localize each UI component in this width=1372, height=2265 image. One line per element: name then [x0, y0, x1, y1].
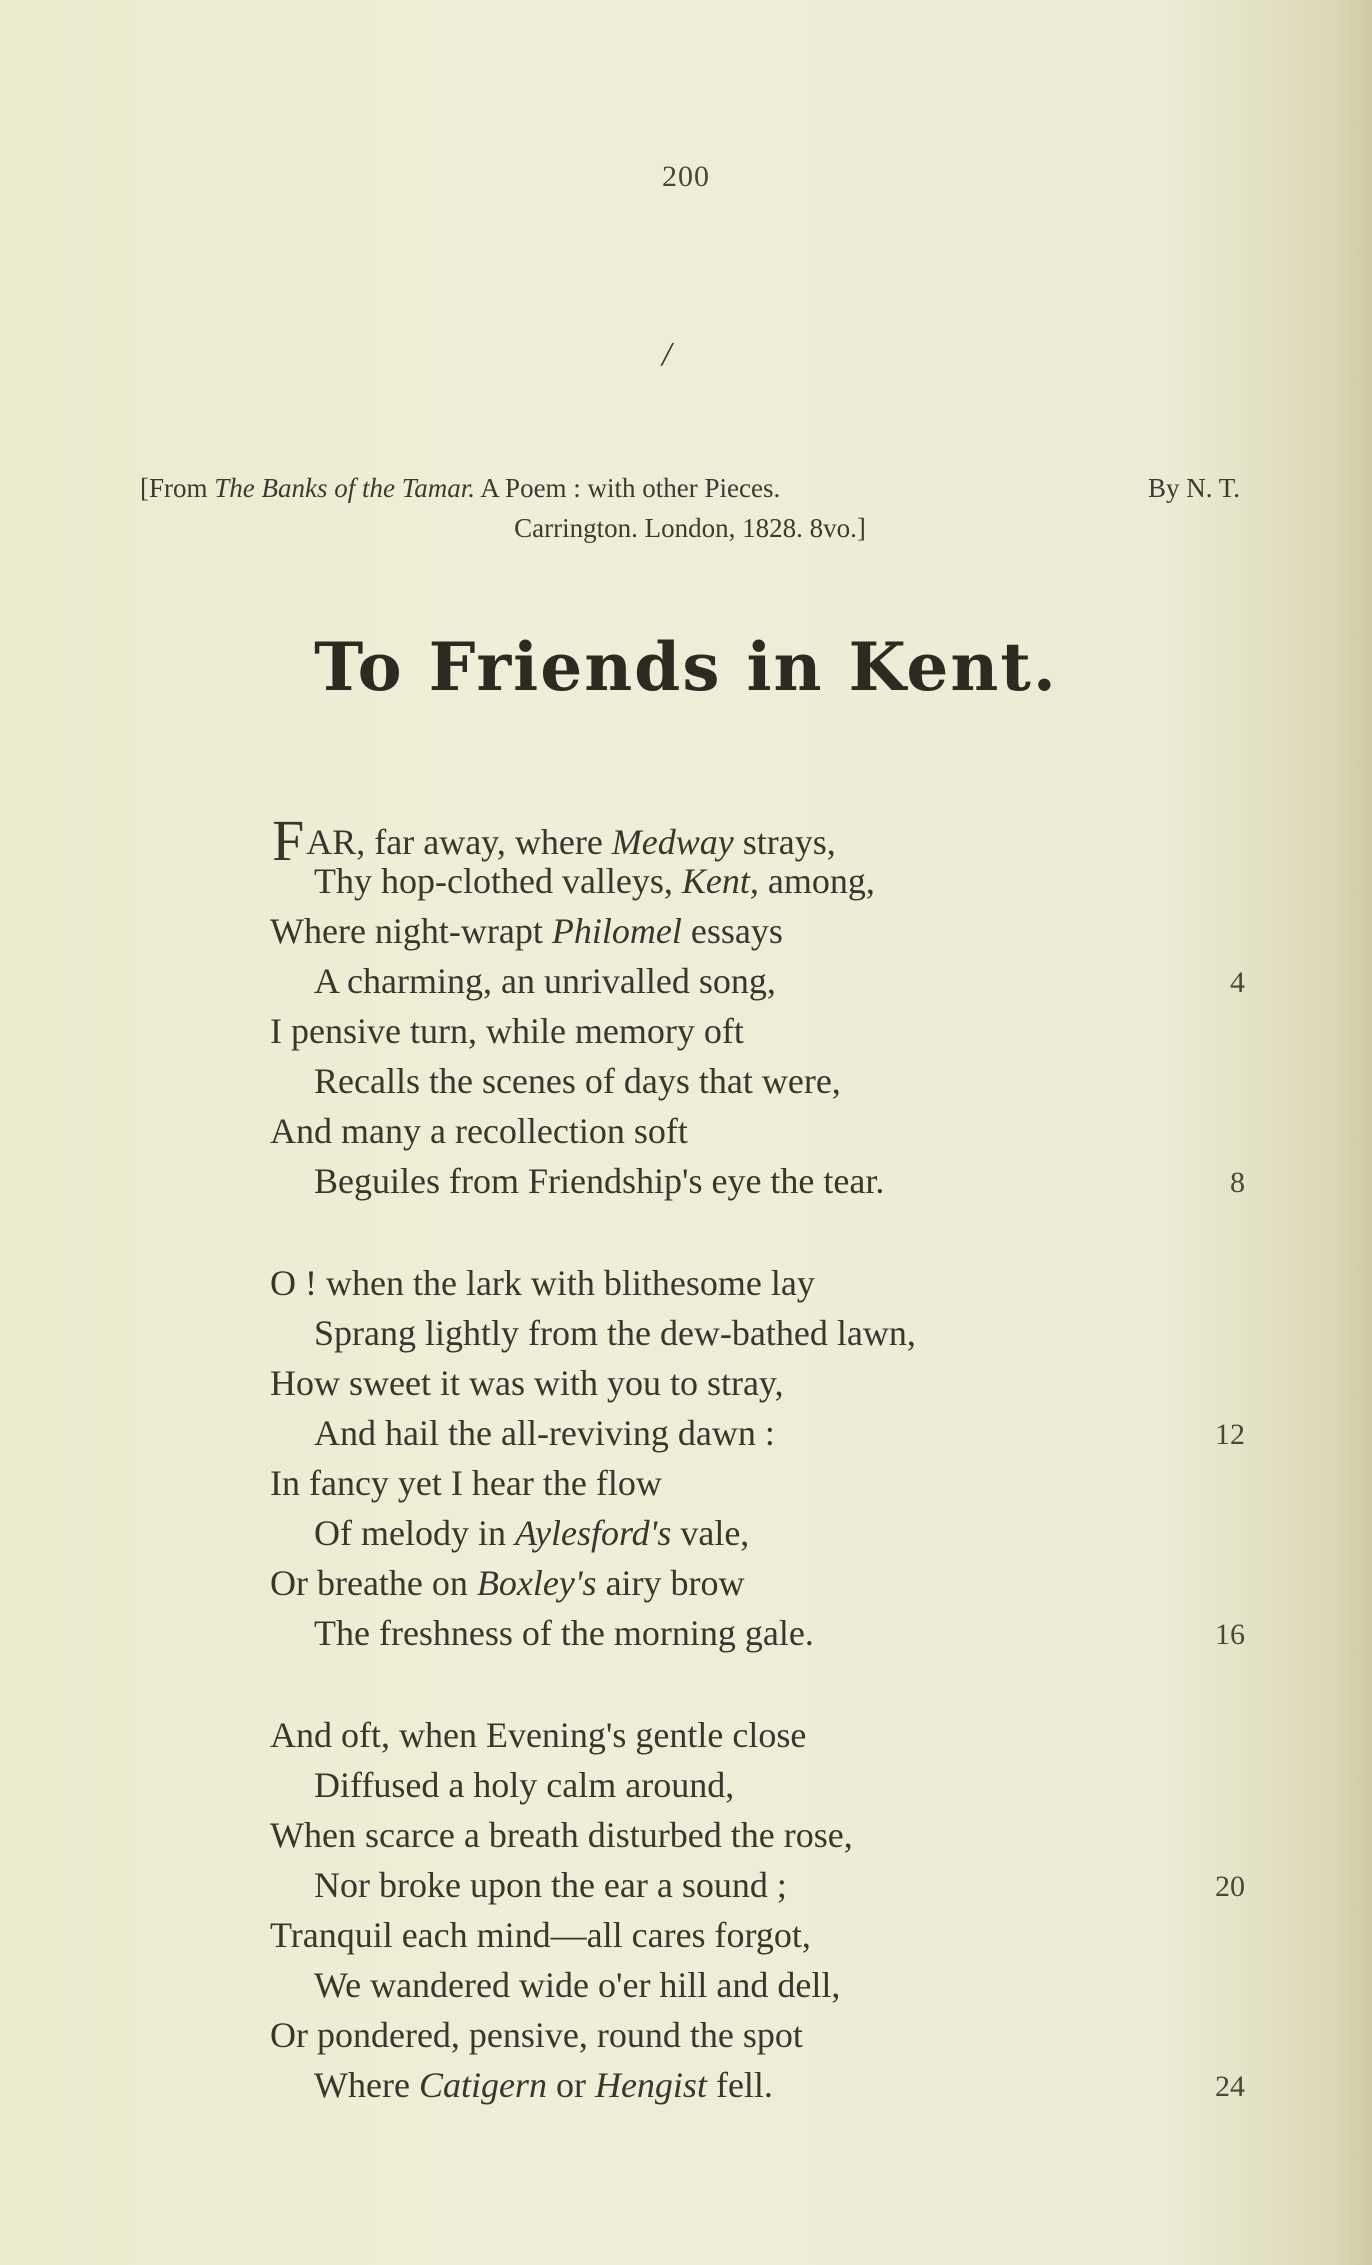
poem-line: We wandered wide o'er hill and dell,: [314, 1965, 841, 2005]
poem-line: How sweet it was with you to stray,: [270, 1363, 784, 1403]
line-number: 4: [1230, 966, 1245, 999]
poem-line: FAR, far away, where Medway strays,: [272, 808, 836, 873]
source-note: [140, 468, 1240, 548]
poem-line: And many a recollection soft: [270, 1111, 688, 1151]
poem-line: Recalls the scenes of days that were,: [314, 1061, 841, 1101]
poem-line: Where Catigern or Hengist fell.: [314, 2065, 773, 2105]
poem-line: Where night-wrapt Philomel essays: [270, 911, 783, 951]
poem-line: Or pondered, pensive, round the spot: [270, 2015, 803, 2055]
poem-line: And oft, when Evening's gentle close: [270, 1715, 807, 1755]
stray-mark: /: [662, 336, 672, 373]
poem-line: Tranquil each mind—all cares forgot,: [270, 1915, 811, 1955]
line-number: 20: [1215, 1870, 1245, 1903]
poem-line: When scarce a breath disturbed the rose,: [270, 1815, 853, 1855]
poem-line: O ! when the lark with blithesome lay: [270, 1263, 815, 1303]
poem-line: I pensive turn, while memory oft: [270, 1011, 744, 1051]
source-note-line-1: [140, 468, 1240, 508]
poem-line: The freshness of the morning gale.: [314, 1613, 814, 1653]
poem-title: To Friends in Kent.: [314, 628, 1058, 706]
source-note-main: [140, 468, 780, 508]
poem-line: Nor broke upon the ear a sound ;: [314, 1865, 787, 1905]
drop-cap: F: [272, 808, 305, 873]
line-number: 24: [1215, 2070, 1245, 2103]
page-number: 200: [662, 160, 710, 193]
line-number: 16: [1215, 1618, 1245, 1651]
poem-line: Diffused a holy calm around,: [314, 1765, 735, 1805]
poem-line: Beguiles from Friendship's eye the tear.: [314, 1161, 885, 1201]
source-author-initials: By N. T.: [1147, 473, 1240, 503]
poem-line: Sprang lightly from the dew-bathed lawn,: [314, 1313, 916, 1353]
poem-line: A charming, an unrivalled song,: [314, 961, 776, 1001]
line-number: 12: [1215, 1418, 1245, 1451]
poem-line: In fancy yet I hear the flow: [270, 1463, 662, 1503]
source-note-line-2: Carrington. London, 1828. 8vo.]: [514, 513, 866, 543]
poem-line: Thy hop-clothed valleys, Kent, among,: [314, 861, 875, 901]
line-number: 8: [1230, 1166, 1245, 1199]
source-open: [From: [140, 473, 208, 503]
source-book-title: The Banks of the Tamar.: [214, 473, 476, 503]
poem-line: Of melody in Aylesford's vale,: [314, 1513, 750, 1553]
source-description: A Poem : with other Pieces.: [480, 473, 781, 503]
poem-line: Or breathe on Boxley's airy brow: [270, 1563, 745, 1603]
poem-line: And hail the all-reviving dawn :: [314, 1413, 775, 1453]
